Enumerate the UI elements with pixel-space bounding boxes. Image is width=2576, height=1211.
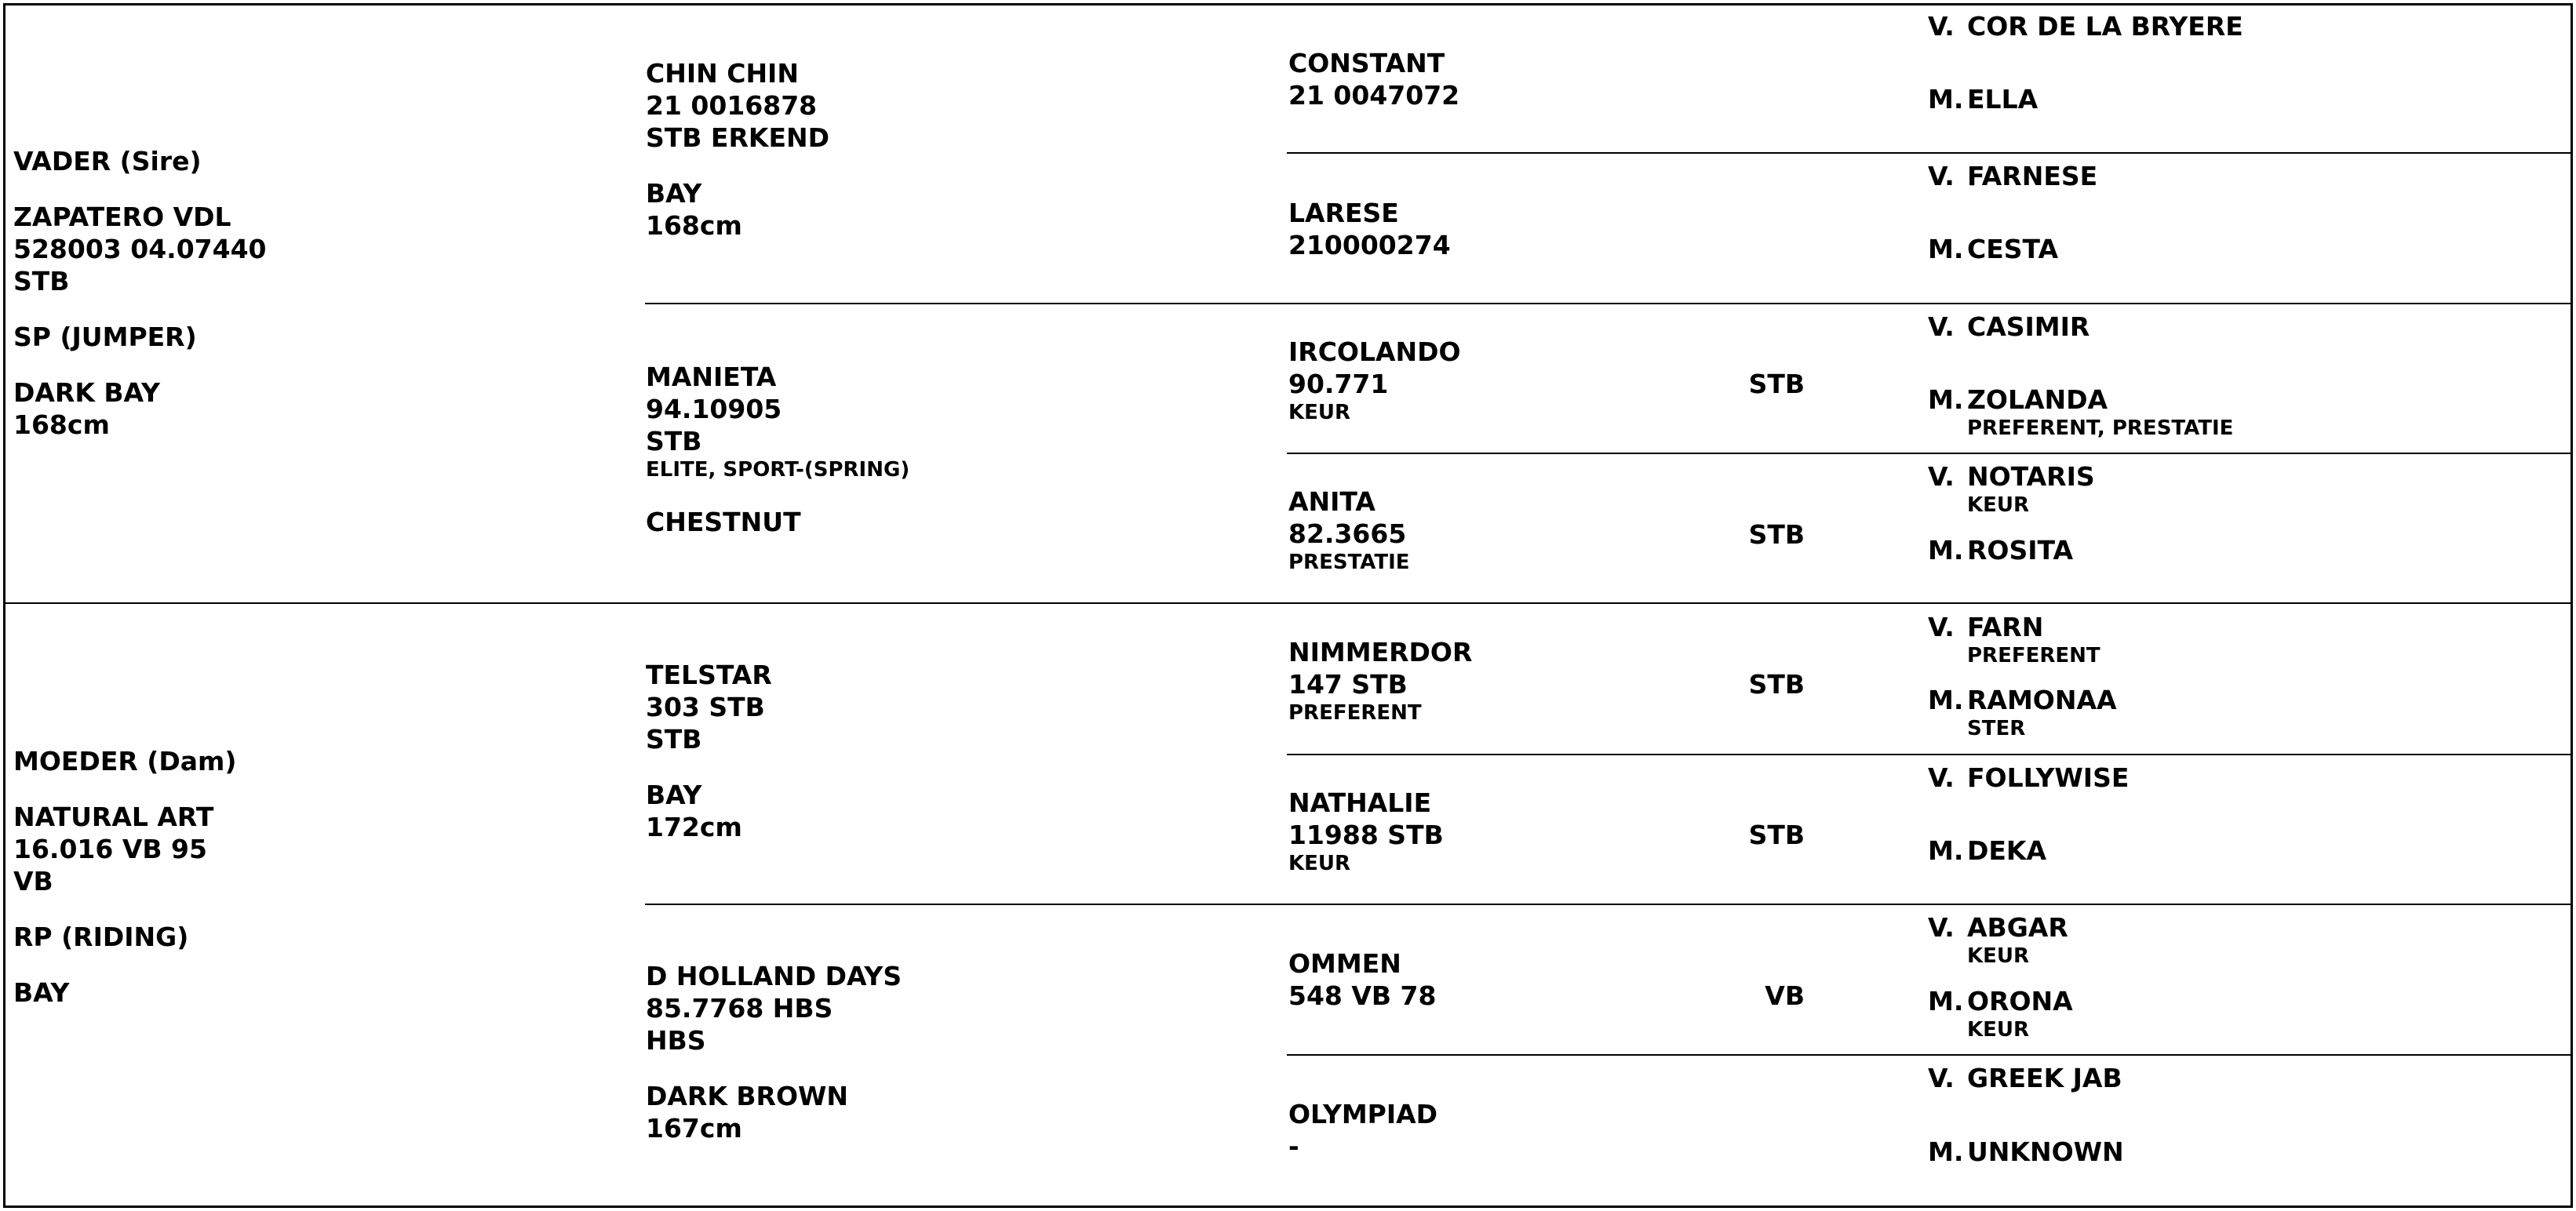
parent-reg: 303 STB xyxy=(646,692,765,722)
gg-predicates: STER xyxy=(1967,717,2026,740)
parent-block xyxy=(646,960,902,1144)
grandparent-reg: 548 VB 78 xyxy=(1288,980,1437,1011)
grandparent-reg: 90.771 xyxy=(1288,369,1389,399)
gg-prefix: V. xyxy=(1928,612,1955,642)
gg-prefix: M. xyxy=(1928,535,1964,565)
gg-prefix: V. xyxy=(1928,11,1955,42)
parent-studbook: STB xyxy=(646,724,702,755)
gg-predicates: KEUR xyxy=(1967,944,2030,968)
gg-name: FARNESE xyxy=(1967,161,2098,191)
parent-reg: 94.10905 xyxy=(646,394,782,424)
grandparent-name: NIMMERDOR xyxy=(1288,637,1473,667)
gg-prefix: M. xyxy=(1928,986,1964,1016)
parent-color: DARK BROWN xyxy=(646,1081,849,1111)
great-grandparent xyxy=(1928,911,2068,969)
grandparent-studbook: STB xyxy=(1748,820,1805,850)
gg-name: ORONA xyxy=(1967,986,2073,1016)
parent-studbook: STB ERKEND xyxy=(646,122,829,153)
gg-prefix: M. xyxy=(1928,1136,1964,1167)
grandparent-studbook: STB xyxy=(1748,669,1805,700)
parent-name: CHIN CHIN xyxy=(646,58,799,89)
grandparent-name: NATHALIE xyxy=(1288,787,1432,818)
sire-reg: 528003 04.07440 xyxy=(13,234,267,264)
grandparent-reg: 147 STB xyxy=(1288,669,1408,700)
pedigree-table xyxy=(3,3,2573,1208)
sire-name: ZAPATERO VDL xyxy=(13,202,231,232)
parent-name: MANIETA xyxy=(646,362,777,392)
grandparent-predicates: PRESTATIE xyxy=(1288,551,1410,574)
grandparent-name: ANITA xyxy=(1288,486,1375,517)
grandparent-name: CONSTANT xyxy=(1288,48,1445,78)
great-grandparent xyxy=(1928,311,2090,343)
grandparent-name: IRCOLANDO xyxy=(1288,336,1461,367)
grandparent-studbook: VB xyxy=(1765,980,1805,1011)
great-grandparent xyxy=(1928,233,2058,265)
gg-prefix: M. xyxy=(1928,685,1964,715)
parent-studbook: STB xyxy=(646,426,702,456)
dam-reg: 16.016 VB 95 xyxy=(13,834,207,864)
great-grandparent xyxy=(1928,1062,2122,1094)
parent-color: CHESTNUT xyxy=(646,507,801,537)
great-grandparent xyxy=(1928,384,2233,441)
gg-name: FOLLYWISE xyxy=(1967,762,2130,793)
parent-block xyxy=(646,659,772,843)
gg-prefix: M. xyxy=(1928,234,1964,264)
great-grandparent xyxy=(1928,83,2038,115)
gg-prefix: M. xyxy=(1928,84,1964,115)
parent-height: 172cm xyxy=(646,812,742,842)
grandparent-reg: - xyxy=(1288,1131,1299,1162)
parent-color: BAY xyxy=(646,178,702,209)
great-grandparent xyxy=(1928,1136,2124,1168)
great-grandparent xyxy=(1928,160,2097,192)
gg-name: ABGAR xyxy=(1967,912,2068,943)
grandparent-predicates: KEUR xyxy=(1288,401,1351,424)
grandparent-predicates: KEUR xyxy=(1288,852,1351,875)
dam-color: BAY xyxy=(13,977,70,1008)
gg-name: CASIMIR xyxy=(1967,311,2090,342)
divider-gp-2 xyxy=(1287,453,2573,454)
parent-reg: 85.7768 HBS xyxy=(646,993,833,1024)
great-grandparent xyxy=(1928,762,2129,794)
sire-block xyxy=(13,145,267,441)
great-grandparent xyxy=(1928,684,2117,741)
parent-height: 167cm xyxy=(646,1113,742,1144)
gg-prefix: V. xyxy=(1928,161,1955,191)
gg-name: CESTA xyxy=(1967,234,2059,264)
grandparent-reg: 210000274 xyxy=(1288,230,1451,260)
grandparent-block xyxy=(1288,947,1436,1012)
divider-gp-3 xyxy=(1287,754,2573,755)
dam-studbook: VB xyxy=(13,866,53,896)
gg-name: RAMONAA xyxy=(1967,685,2117,715)
grandparent-reg: 82.3665 xyxy=(1288,518,1407,549)
gg-prefix: M. xyxy=(1928,384,1964,415)
grandparent-block xyxy=(1288,47,1459,111)
parent-name: TELSTAR xyxy=(646,660,772,690)
grandparent-name: OLYMPIAD xyxy=(1288,1099,1438,1129)
grandparent-block xyxy=(1288,336,1461,425)
dam-name: NATURAL ART xyxy=(13,802,214,832)
grandparent-studbook: STB xyxy=(1748,519,1805,550)
parent-studbook: HBS xyxy=(646,1025,706,1056)
parent-color: BAY xyxy=(646,780,702,810)
gg-name: UNKNOWN xyxy=(1967,1136,2124,1167)
gg-prefix: V. xyxy=(1928,1063,1955,1093)
dam-type: RP (RIDING) xyxy=(13,922,189,952)
gg-name: ELLA xyxy=(1967,84,2039,115)
gg-name: FARN xyxy=(1967,612,2044,642)
great-grandparent xyxy=(1928,835,2046,867)
gg-prefix: V. xyxy=(1928,762,1955,793)
grandparent-block xyxy=(1288,485,1410,575)
parent-predicates: ELITE, SPORT-(SPRING) xyxy=(646,458,910,482)
dam-heading: MOEDER (Dam) xyxy=(13,746,237,776)
gg-predicates: PREFERENT, PRESTATIE xyxy=(1967,416,2234,440)
gg-prefix: V. xyxy=(1928,912,1955,943)
divider-parent-2 xyxy=(645,904,2573,905)
gg-name: GREEK JAB xyxy=(1967,1063,2122,1093)
gg-predicates: PREFERENT xyxy=(1967,644,2101,667)
grandparent-block xyxy=(1288,636,1472,726)
parent-reg: 21 0016878 xyxy=(646,90,818,121)
divider-gp-1 xyxy=(1287,152,2573,154)
grandparent-block xyxy=(1288,197,1451,261)
gg-prefix: V. xyxy=(1928,311,1955,342)
great-grandparent xyxy=(1928,10,2243,42)
great-grandparent xyxy=(1928,611,2101,668)
dam-block xyxy=(13,745,236,1009)
parent-block xyxy=(646,361,909,538)
sire-color: DARK BAY xyxy=(13,377,160,408)
gg-prefix: M. xyxy=(1928,835,1964,866)
sire-height: 168cm xyxy=(13,409,110,440)
gg-name: DEKA xyxy=(1967,835,2047,866)
gg-name: ROSITA xyxy=(1967,535,2073,565)
sire-heading: VADER (Sire) xyxy=(13,146,202,176)
grandparent-predicates: PREFERENT xyxy=(1288,701,1422,725)
grandparent-block xyxy=(1288,1098,1437,1162)
parent-height: 168cm xyxy=(646,210,742,241)
great-grandparent xyxy=(1928,985,2073,1042)
gg-prefix: V. xyxy=(1928,461,1955,492)
grandparent-name: LARESE xyxy=(1288,198,1399,228)
grandparent-studbook: STB xyxy=(1748,369,1805,399)
gg-name: NOTARIS xyxy=(1967,461,2095,492)
grandparent-reg: 11988 STB xyxy=(1288,820,1444,850)
divider-gp-4 xyxy=(1287,1054,2573,1056)
parent-name: D HOLLAND DAYS xyxy=(646,961,902,991)
sire-type: SP (JUMPER) xyxy=(13,322,197,352)
sire-studbook: STB xyxy=(13,266,70,296)
gg-name: COR DE LA BRYERE xyxy=(1967,11,2243,42)
grandparent-block xyxy=(1288,787,1444,876)
parent-block xyxy=(646,57,829,242)
gg-predicates: KEUR xyxy=(1967,493,2030,517)
grandparent-reg: 21 0047072 xyxy=(1288,80,1460,111)
gg-name: ZOLANDA xyxy=(1967,384,2108,415)
gg-predicates: KEUR xyxy=(1967,1018,2030,1042)
great-grandparent xyxy=(1928,534,2073,566)
divider-parent-1 xyxy=(645,303,2573,304)
grandparent-name: OMMEN xyxy=(1288,948,1401,979)
great-grandparent xyxy=(1928,460,2095,518)
divider-sire-dam xyxy=(3,602,2573,604)
